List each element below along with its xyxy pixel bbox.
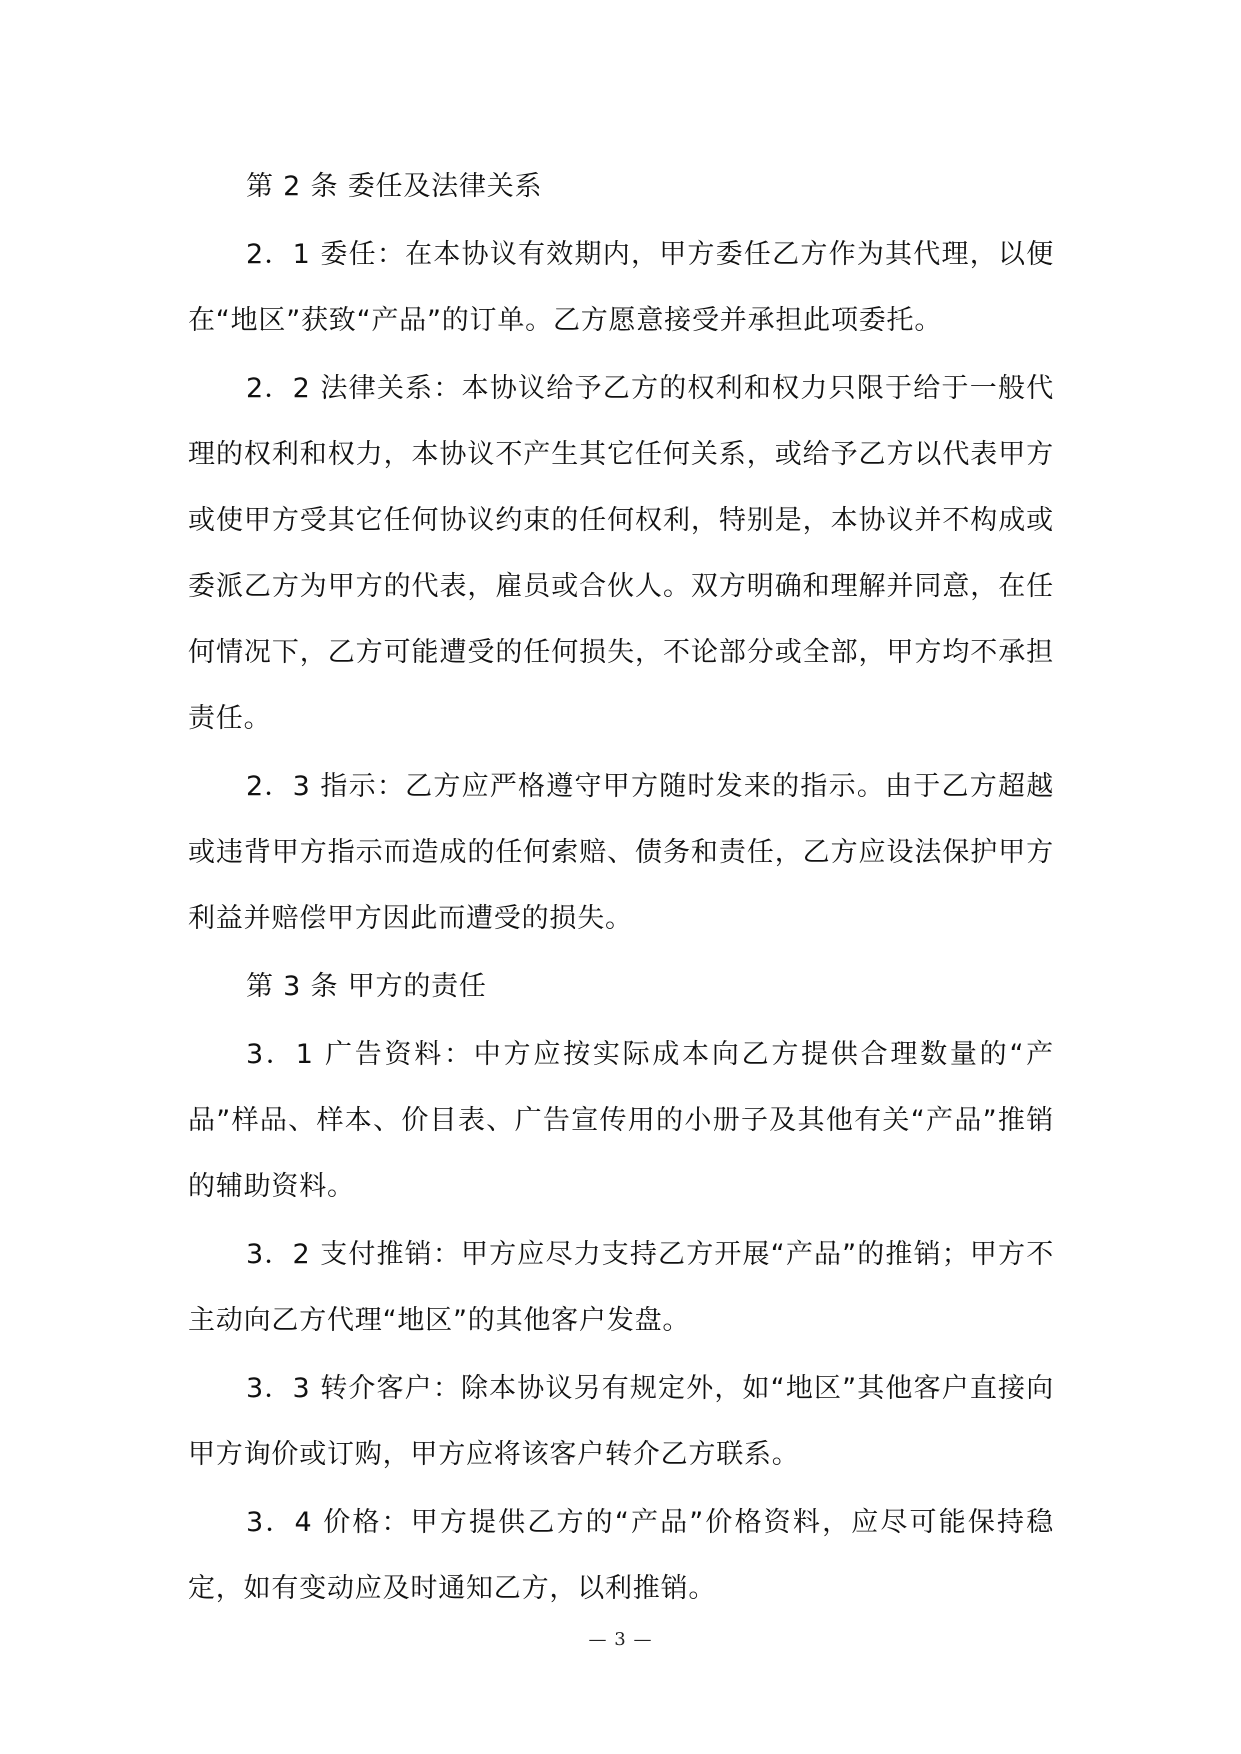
clause-3-2: 3．2 支付推销：甲方应尽力支持乙方开展“产品”的推销；甲方不主动向乙方代理“地区”的其他客户发盘。	[188, 1239, 1054, 1336]
clause-3-4: 3．4 价格：甲方提供乙方的“产品”价格资料，应尽可能保持稳定，如有变动应及时通知乙方，以利推销。	[188, 1507, 1054, 1604]
article-3-heading: 第 3 条 甲方的责任	[246, 971, 487, 1002]
article-2-heading: 第 2 条 委任及法律关系	[246, 171, 543, 202]
clause-3-1: 3．1 广告资料：中方应按实际成本向乙方提供合理数量的“产品”样品、样本、价目表、广告宣传用的小册子及其他有关“产品”推销的辅助资料。	[188, 1039, 1054, 1202]
document-body	[188, 154, 1054, 1624]
clause-2-2: 2．2 法律关系：本协议给予乙方的权利和权力只限于给于一般代理的权利和权力，本协议不产生其它任何关系，或给予乙方以代表甲方或使甲方受其它任何协议约束的任何权利，特别是，本协议并不构成或委派乙方为甲方的代表，雇员或合伙人。双方明确和理解并同意，在任何情况下，乙方可能遭受的任何损失，不论部分或全部，甲方均不承担责任。	[188, 373, 1054, 734]
clause-2-3: 2．3 指示：乙方应严格遵守甲方随时发来的指示。由于乙方超越或违背甲方指示而造成的任何索赔、债务和责任，乙方应设法保护甲方利益并赔偿甲方因此而遭受的损失。	[188, 771, 1054, 934]
page-number: — 3 —	[588, 1629, 653, 1650]
clause-3-3: 3．3 转介客户：除本协议另有规定外，如“地区”其他客户直接向甲方询价或订购，甲方应将该客户转介乙方联系。	[188, 1373, 1054, 1470]
clause-2-1: 2．1 委任：在本协议有效期内，甲方委任乙方作为其代理，以便在“地区”获致“产品”的订单。乙方愿意接受并承担此项委托。	[188, 239, 1054, 336]
